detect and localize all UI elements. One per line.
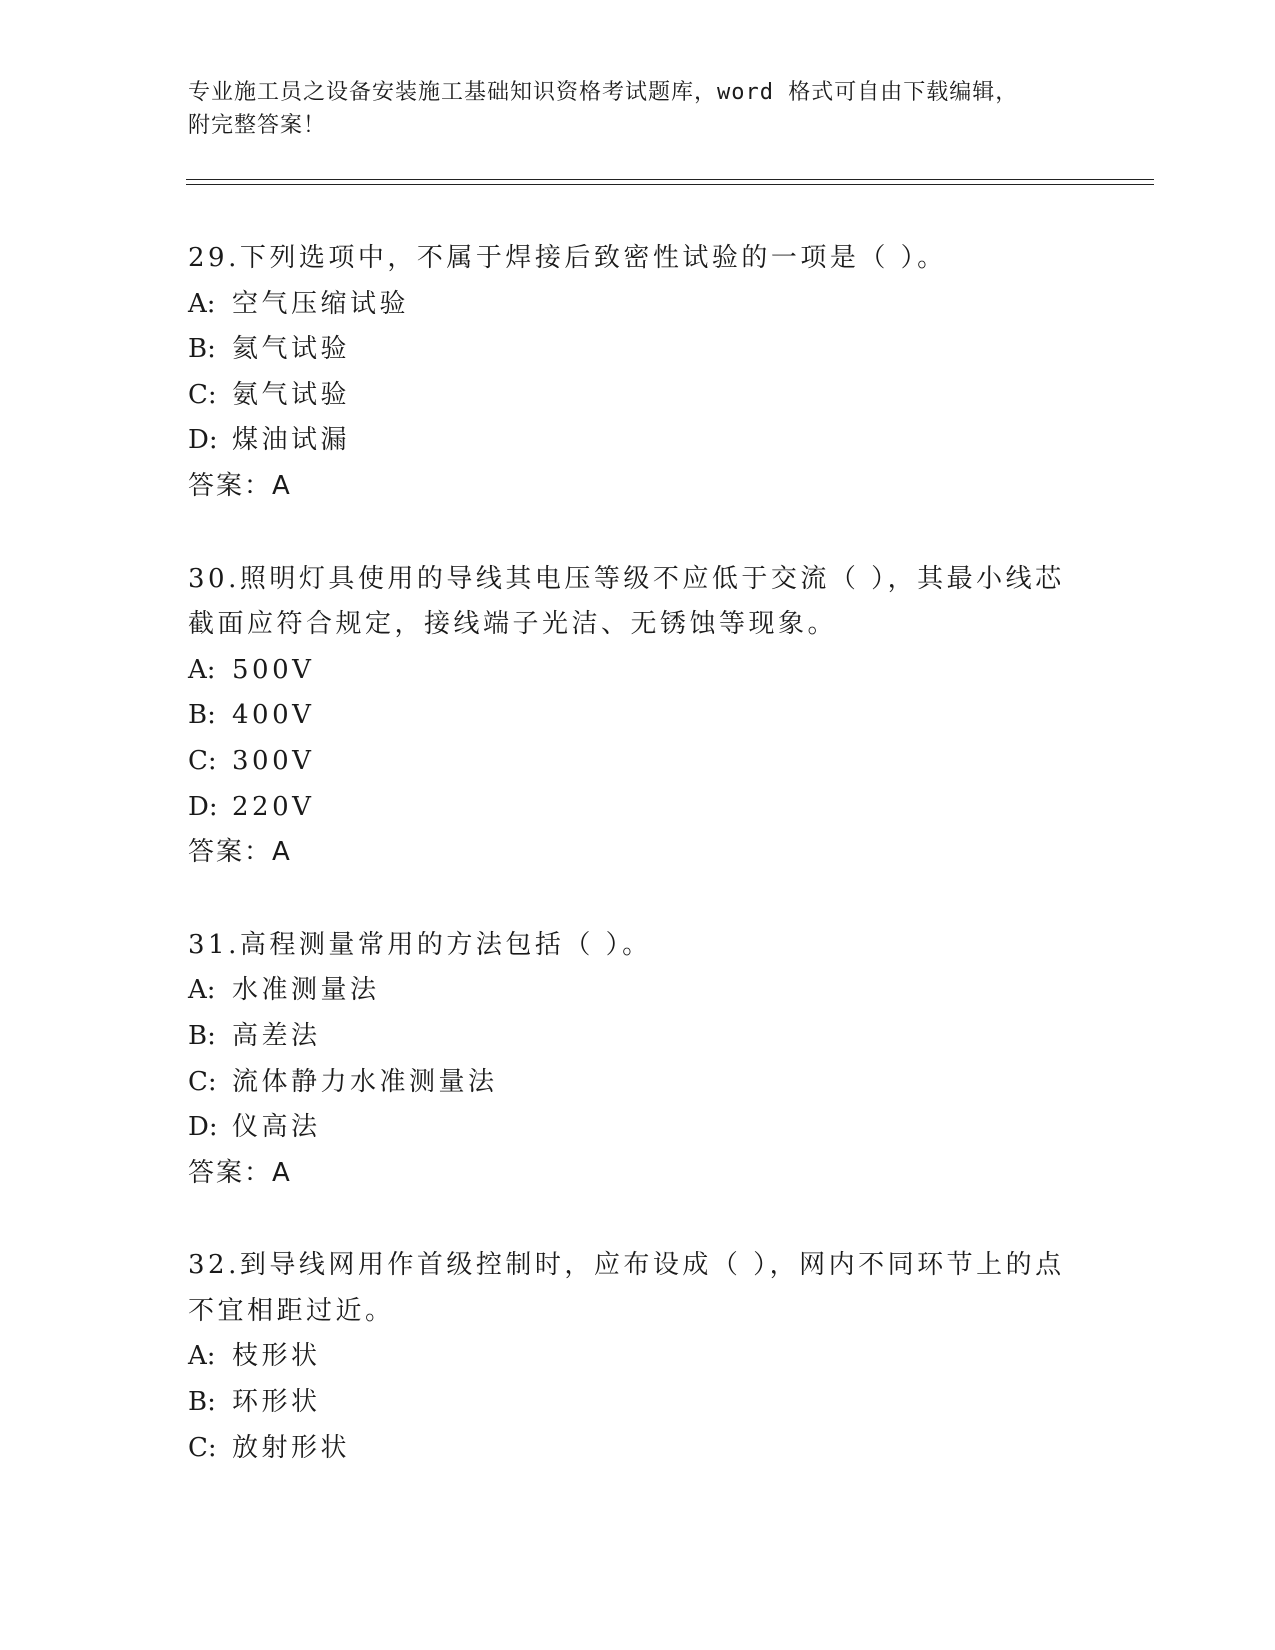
option-label: A: (188, 975, 216, 1006)
option-label: B: (188, 1387, 216, 1418)
option-text: 放射形状 (232, 1432, 351, 1463)
option-c (188, 373, 1088, 419)
question-text: 到导线网用作首级控制时，应布设成（ ），网内不同环节上的点不宜相距过近。 (188, 1250, 1065, 1326)
option-text: 枝形状 (232, 1341, 321, 1372)
option-a (188, 968, 1088, 1014)
header-divider-bottom (186, 184, 1154, 185)
answer-line: 答案：A (188, 837, 292, 868)
option-text: 500V (232, 654, 315, 685)
option-text: 氨气试验 (232, 379, 351, 410)
option-a (188, 282, 1088, 328)
document-header (188, 76, 1088, 142)
question-list (188, 236, 1088, 1518)
option-text: 220V (232, 791, 315, 822)
question-number: 29. (188, 243, 240, 273)
question-number: 31. (188, 929, 240, 960)
option-label: D: (188, 791, 218, 822)
option-text: 流体静力水准测量法 (232, 1066, 498, 1097)
option-label: A: (188, 288, 216, 319)
question-text: 下列选项中，不属于焊接后致密性试验的一项是（ ）。 (239, 243, 947, 273)
header-line-2: 附完整答案！ (188, 113, 327, 138)
option-label: A: (188, 654, 216, 685)
option-text: 高差法 (232, 1020, 321, 1051)
option-text: 环形状 (232, 1387, 321, 1418)
question-32 (188, 1243, 1088, 1471)
option-text: 仪高法 (232, 1112, 321, 1143)
option-label: C: (188, 745, 217, 776)
option-b (188, 327, 1088, 373)
option-label: B: (188, 1020, 216, 1051)
option-text: 300V (232, 745, 315, 776)
option-c (188, 1426, 1088, 1472)
question-text: 照明灯具使用的导线其电压等级不应低于交流（ ），其最小线芯截面应符合规定，接线端子光洁、无锈蚀等现象。 (188, 563, 1065, 640)
option-label: C: (188, 1432, 217, 1463)
header-divider-top (186, 179, 1154, 180)
option-label: D: (188, 425, 218, 456)
option-b (188, 693, 1088, 739)
question-stem (188, 923, 1088, 969)
option-label: B: (188, 700, 216, 731)
option-d (188, 1105, 1088, 1151)
question-31 (188, 923, 1088, 1197)
option-c (188, 739, 1088, 785)
question-29 (188, 236, 1088, 510)
option-label: D: (188, 1112, 218, 1143)
question-number: 32. (188, 1250, 240, 1281)
option-b (188, 1380, 1088, 1426)
option-label: B: (188, 334, 216, 365)
option-text: 煤油试漏 (232, 425, 351, 456)
question-stem (188, 557, 1088, 648)
option-c (188, 1060, 1088, 1106)
question-stem (188, 236, 1088, 282)
option-a (188, 648, 1088, 694)
option-text: 氦气试验 (232, 334, 351, 365)
answer-line: 答案：A (188, 1157, 292, 1188)
option-label: A: (188, 1341, 216, 1372)
question-text: 高程测量常用的方法包括（ ）。 (239, 929, 652, 960)
question-stem (188, 1243, 1088, 1334)
question-30 (188, 557, 1088, 876)
option-label: C: (188, 379, 217, 410)
question-number: 30. (188, 563, 240, 594)
option-d (188, 785, 1088, 831)
option-d (188, 418, 1088, 464)
header-line-1: 专业施工员之设备安装施工基础知识资格考试题库，word 格式可自由下载编辑， (188, 80, 1019, 105)
option-b (188, 1014, 1088, 1060)
option-label: C: (188, 1066, 217, 1097)
option-text: 水准测量法 (232, 975, 380, 1006)
option-text: 空气压缩试验 (232, 288, 410, 319)
answer-line: 答案：A (188, 470, 292, 501)
option-a (188, 1334, 1088, 1380)
option-text: 400V (232, 700, 315, 731)
